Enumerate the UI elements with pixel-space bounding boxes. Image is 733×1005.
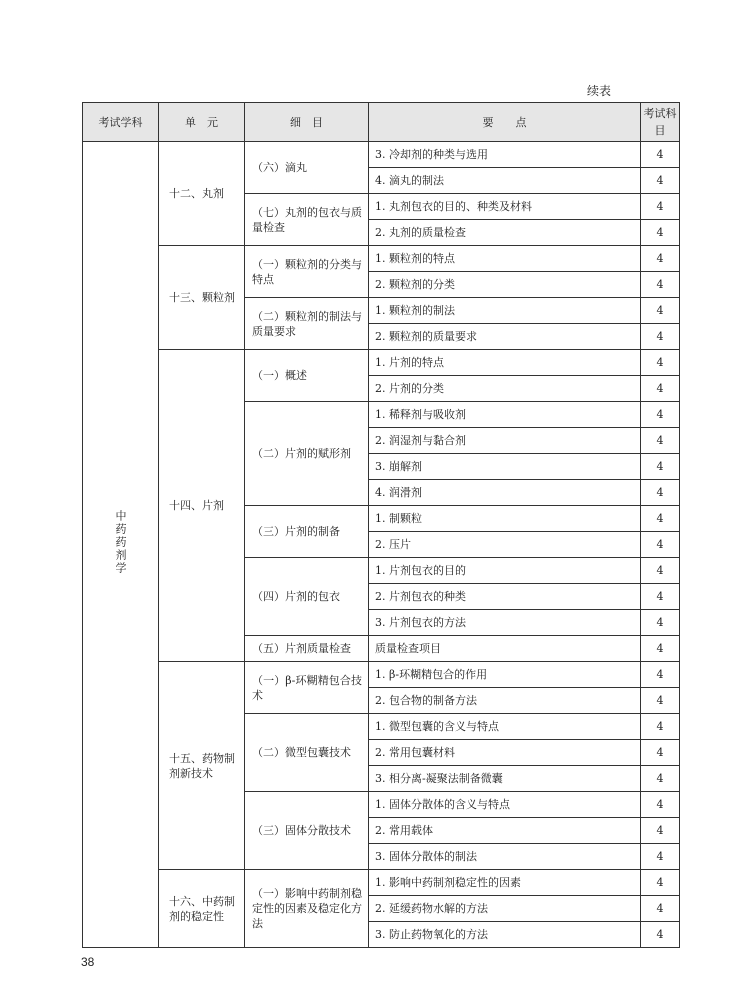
point-cell: 1. 片剂的特点 [369, 350, 641, 376]
subject-label: 中药药剂学 [114, 510, 127, 575]
exam-cell: 4 [641, 792, 680, 818]
point-cell: 1. 颗粒剂的制法 [369, 298, 641, 324]
point-cell: 1. 固体分散体的含义与特点 [369, 792, 641, 818]
detail-cell: （二）颗粒剂的制法与质量要求 [245, 298, 369, 350]
point-cell: 2. 颗粒剂的质量要求 [369, 324, 641, 350]
exam-cell: 4 [641, 636, 680, 662]
exam-cell: 4 [641, 532, 680, 558]
subject-cell [83, 142, 159, 948]
point-cell: 1. 影响中药制剂稳定性的因素 [369, 870, 641, 896]
point-cell: 1. 稀释剂与吸收剂 [369, 402, 641, 428]
point-cell: 3. 崩解剂 [369, 454, 641, 480]
exam-cell: 4 [641, 480, 680, 506]
exam-cell: 4 [641, 558, 680, 584]
point-cell: 4. 滴丸的制法 [369, 168, 641, 194]
point-cell: 2. 包合物的制备方法 [369, 688, 641, 714]
detail-cell: （七）丸剂的包衣与质量检查 [245, 194, 369, 246]
header-point: 要 点 [369, 103, 641, 142]
exam-cell: 4 [641, 740, 680, 766]
table-row [83, 142, 680, 168]
point-cell: 1. 制颗粒 [369, 506, 641, 532]
exam-cell: 4 [641, 870, 680, 896]
point-cell: 3. 防止药物氧化的方法 [369, 922, 641, 948]
exam-cell: 4 [641, 662, 680, 688]
detail-cell: （三）片剂的制备 [245, 506, 369, 558]
point-cell: 2. 常用包囊材料 [369, 740, 641, 766]
exam-cell: 4 [641, 818, 680, 844]
exam-cell: 4 [641, 506, 680, 532]
detail-cell: （一）颗粒剂的分类与特点 [245, 246, 369, 298]
header-subject: 考试学科 [83, 103, 159, 142]
point-cell: 2. 片剂包衣的种类 [369, 584, 641, 610]
table-body [83, 142, 680, 948]
table-header-row [83, 103, 680, 142]
point-cell: 4. 润滑剂 [369, 480, 641, 506]
unit-cell: 十四、片剂 [159, 350, 245, 662]
point-cell: 1. 片剂包衣的目的 [369, 558, 641, 584]
detail-cell: （二）片剂的赋形剂 [245, 402, 369, 506]
point-cell: 2. 延缓药物水解的方法 [369, 896, 641, 922]
point-cell: 3. 片剂包衣的方法 [369, 610, 641, 636]
syllabus-table [82, 102, 680, 948]
point-cell: 2. 丸剂的质量检查 [369, 220, 641, 246]
exam-cell: 4 [641, 220, 680, 246]
detail-cell: （六）滴丸 [245, 142, 369, 194]
unit-cell: 十三、颗粒剂 [159, 246, 245, 350]
detail-cell: （三）固体分散技术 [245, 792, 369, 870]
exam-cell: 4 [641, 298, 680, 324]
table-row [83, 662, 680, 688]
header-exam: 考试科目 [641, 103, 680, 142]
exam-cell: 4 [641, 272, 680, 298]
point-cell: 3. 相分离-凝聚法制备微囊 [369, 766, 641, 792]
exam-cell: 4 [641, 454, 680, 480]
exam-cell: 4 [641, 688, 680, 714]
point-cell: 2. 润湿剂与黏合剂 [369, 428, 641, 454]
exam-cell: 4 [641, 844, 680, 870]
exam-cell: 4 [641, 610, 680, 636]
point-cell: 2. 常用载体 [369, 818, 641, 844]
detail-cell: （二）微型包囊技术 [245, 714, 369, 792]
point-cell: 1. 微型包囊的含义与特点 [369, 714, 641, 740]
point-cell: 2. 颗粒剂的分类 [369, 272, 641, 298]
exam-cell: 4 [641, 922, 680, 948]
detail-cell: （一）β-环糊精包合技术 [245, 662, 369, 714]
exam-cell: 4 [641, 142, 680, 168]
exam-cell: 4 [641, 168, 680, 194]
exam-cell: 4 [641, 402, 680, 428]
page-number: 38 [81, 955, 95, 969]
exam-cell: 4 [641, 428, 680, 454]
point-cell: 3. 固体分散体的制法 [369, 844, 641, 870]
detail-cell: （四）片剂的包衣 [245, 558, 369, 636]
continued-label: 续表 [587, 84, 612, 98]
point-cell: 1. β-环糊精包合的作用 [369, 662, 641, 688]
unit-cell: 十五、药物制剂新技术 [159, 662, 245, 870]
unit-cell: 十二、丸剂 [159, 142, 245, 246]
table-row [83, 350, 680, 376]
exam-cell: 4 [641, 246, 680, 272]
exam-cell: 4 [641, 324, 680, 350]
exam-cell: 4 [641, 766, 680, 792]
exam-cell: 4 [641, 376, 680, 402]
point-cell: 2. 压片 [369, 532, 641, 558]
exam-cell: 4 [641, 896, 680, 922]
exam-cell: 4 [641, 194, 680, 220]
exam-cell: 4 [641, 584, 680, 610]
exam-cell: 4 [641, 350, 680, 376]
header-detail: 细 目 [245, 103, 369, 142]
point-cell: 3. 冷却剂的种类与选用 [369, 142, 641, 168]
point-cell: 1. 丸剂包衣的目的、种类及材料 [369, 194, 641, 220]
table-row [83, 246, 680, 272]
detail-cell: （五）片剂质量检查 [245, 636, 369, 662]
table-row [83, 870, 680, 896]
point-cell: 2. 片剂的分类 [369, 376, 641, 402]
point-cell: 质量检查项目 [369, 636, 641, 662]
exam-cell: 4 [641, 714, 680, 740]
detail-cell: （一）概述 [245, 350, 369, 402]
detail-cell: （一）影响中药制剂稳定性的因素及稳定化方法 [245, 870, 369, 948]
header-unit: 单 元 [159, 103, 245, 142]
point-cell: 1. 颗粒剂的特点 [369, 246, 641, 272]
unit-cell: 十六、中药制剂的稳定性 [159, 870, 245, 948]
